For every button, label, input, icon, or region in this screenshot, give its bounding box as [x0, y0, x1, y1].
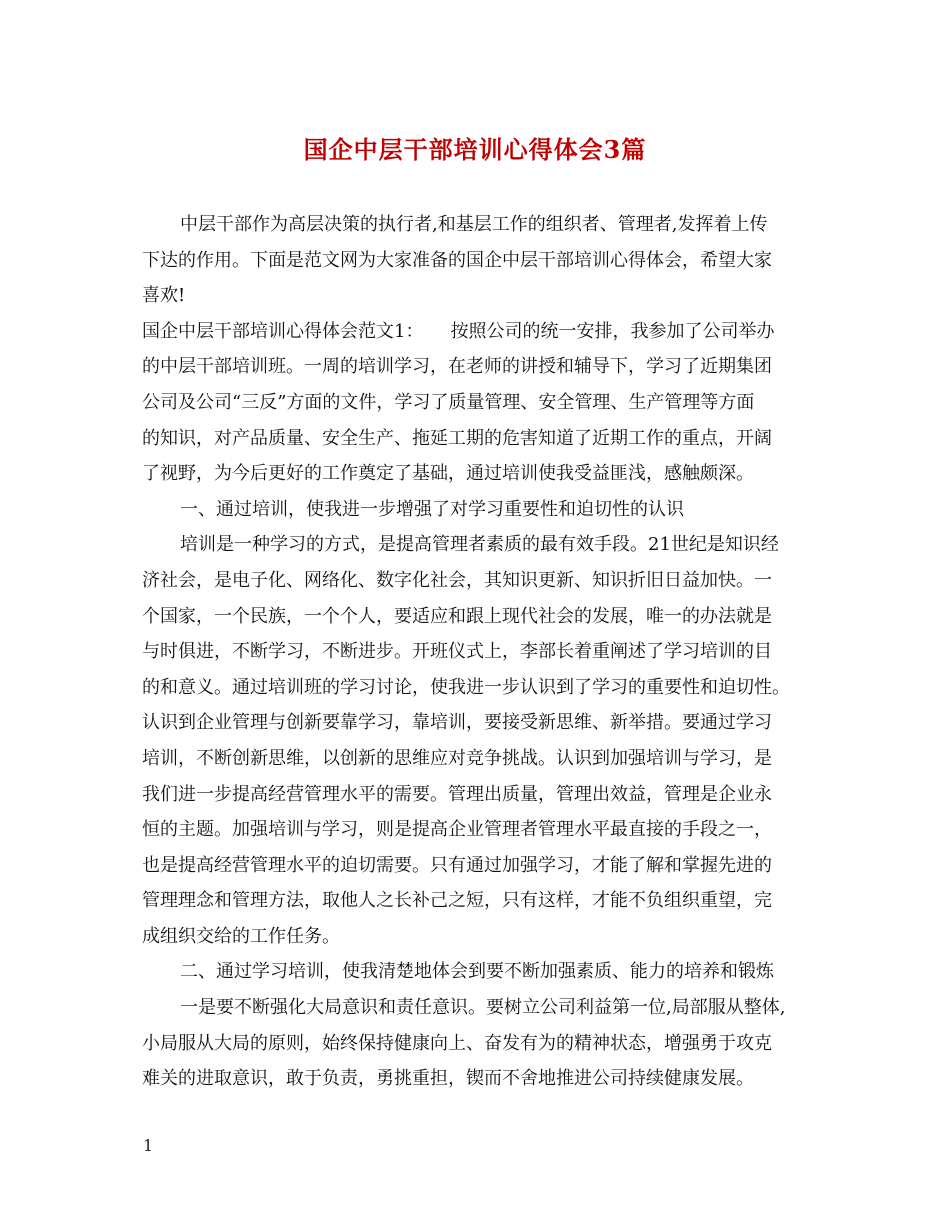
paragraph-line: 培训是一种学习的方式，是提高管理者素质的最有效手段。21世纪是知识经	[180, 534, 779, 556]
paragraph-line: 小局服从大局的原则，始终保持健康向上、奋发有为的精神状态，增强勇于攻克	[142, 1032, 772, 1054]
document-body	[142, 207, 822, 1097]
paragraph-line: 的知识，对产品质量、安全生产、拖延工期的危害知道了近期工作的重点，开阔	[142, 427, 772, 449]
paragraph-line: 也是提高经营管理水平的迫切需要。只有通过加强学习，才能了解和掌握先进的	[142, 854, 772, 876]
paragraph-line: 中层干部作为高层决策的执行者,和基层工作的组织者、管理者,发挥着上传	[180, 214, 768, 235]
paragraph-line: 我们进一步提高经营管理水平的需要。管理出质量，管理出效益，管理是企业永	[142, 783, 772, 805]
paragraph-line: 与时俱进，不断学习，不断进步。开班仪式上，李部长着重阐述了学习培训的目	[142, 641, 772, 663]
page-number: 1	[143, 1136, 154, 1155]
paragraph-line: 认识到企业管理与创新要靠学习，靠培训，要接受新思维、新举措。要通过学习	[142, 712, 772, 734]
paragraph-line: 济社会，是电子化、网络化、数字化社会，其知识更新、知识折旧日益加快。一	[142, 569, 772, 591]
section-heading: 一、通过培训，使我进一步增强了对学习重要性和迫切性的认识	[180, 498, 684, 520]
paragraph-line: 下达的作用。下面是范文网为大家准备的国企中层干部培训心得体会，希望大家	[142, 249, 772, 271]
paragraph-line: 个国家，一个民族，一个个人，要适应和跟上现代社会的发展，唯一的办法就是	[142, 605, 772, 627]
paragraph-line: 成组织交给的工作任务。	[142, 925, 340, 947]
paragraph-line: 的中层干部培训班。一周的培训学习，在老师的讲授和辅导下，学习了近期集团	[142, 356, 772, 378]
section-heading: 二、通过学习培训，使我清楚地体会到要不断加强素质、能力的培养和锻炼	[180, 961, 774, 983]
paragraph-line: 了视野，为今后更好的工作奠定了基础，通过培训使我受益匪浅，感触颇深。	[142, 463, 754, 485]
paragraph-line: 公司及公司“三反”方面的文件，学习了质量管理、安全管理、生产管理等方面	[142, 391, 755, 413]
paragraph-line: 国企中层干部培训心得体会范文1： 按照公司的统一安排，我参加了公司举办	[142, 320, 775, 342]
paragraph-line: 恒的主题。加强培训与学习，则是提高企业管理者管理水平最直接的手段之一，	[142, 819, 772, 841]
paragraph-line: 难关的进取意识，敢于负责，勇挑重担，锲而不舍地推进公司持续健康发展。	[142, 1068, 754, 1090]
paragraph-line: 喜欢!	[142, 285, 186, 307]
paragraph-line: 培训，不断创新思维，以创新的思维应对竞争挑战。认识到加强培训与学习，是	[142, 747, 772, 769]
paragraph-line: 一是要不断强化大局意识和责任意识。要树立公司利益第一位,局部服从整体,	[180, 997, 786, 1019]
paragraph-line: 的和意义。通过培训班的学习讨论，使我进一步认识到了学习的重要性和迫切性。	[142, 676, 790, 698]
document-title: 国企中层干部培训心得体会3篇	[303, 135, 647, 164]
paragraph-line: 管理理念和管理方法，取他人之长补己之短，只有这样，才能不负组织重望，完	[142, 890, 772, 912]
